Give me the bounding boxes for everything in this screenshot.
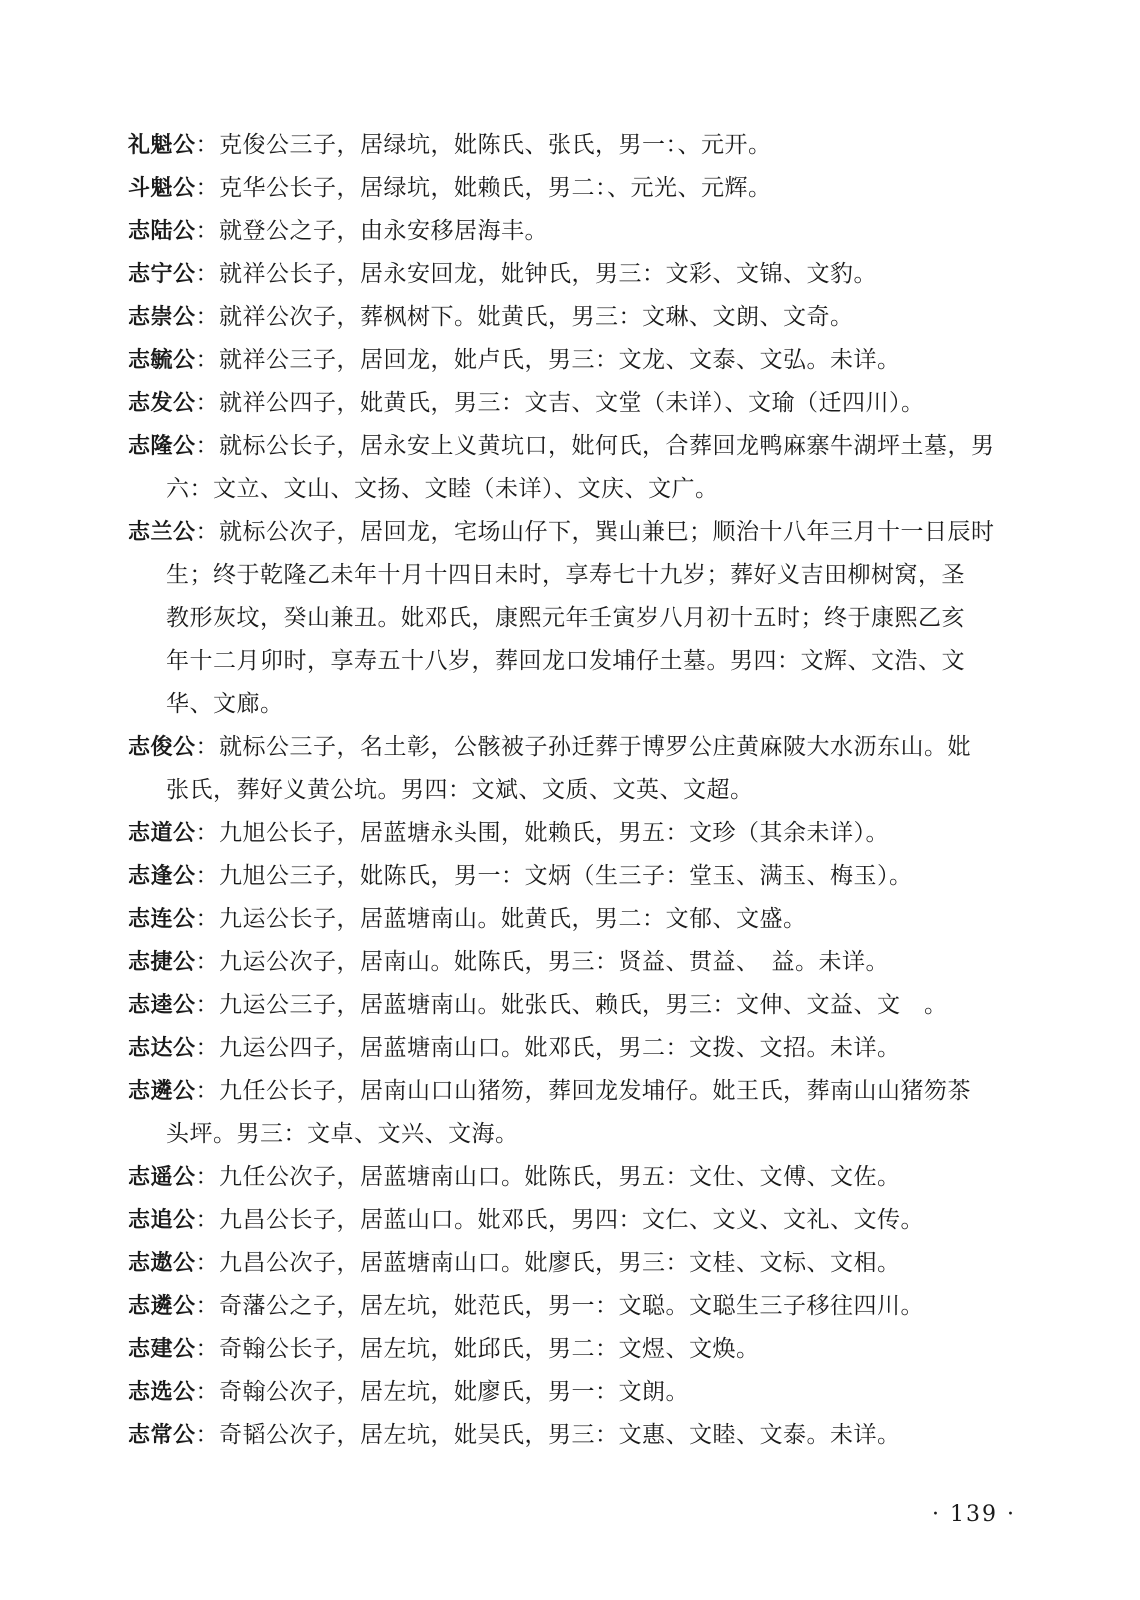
entry-text: ：就标公长子，居永安上义黄坑口，妣何氏，合葬回龙鸭麻寨牛湖坪土墓，男 bbox=[195, 433, 995, 459]
entry-name: 志发公 bbox=[128, 391, 196, 416]
entry-name: 志建公 bbox=[128, 1337, 196, 1362]
entry-first-line bbox=[128, 1242, 1048, 1285]
genealogy-entry bbox=[128, 382, 1048, 425]
entry-first-line bbox=[128, 511, 1048, 554]
entry-name: 志毓公 bbox=[128, 348, 196, 373]
genealogy-entry bbox=[128, 1371, 1048, 1414]
entry-text: ：就祥公次子，葬枫树下。妣黄氏，男三：文琳、文朗、文奇。 bbox=[195, 304, 854, 330]
entry-name: 志遥公 bbox=[128, 1165, 196, 1190]
entry-text: ：就祥公四子，妣黄氏，男三：文吉、文堂（未详）、文瑜（迁四川）。 bbox=[195, 390, 925, 416]
entry-name: 志遴公 bbox=[128, 1079, 196, 1104]
entry-text: ：奇翰公次子，居左坑，妣廖氏，男一：文朗。 bbox=[195, 1379, 690, 1405]
entry-name: 志陆公 bbox=[128, 219, 196, 244]
page-number: · 139 · bbox=[932, 1502, 1016, 1527]
entry-first-line bbox=[128, 812, 1048, 855]
entry-name: 志逢公 bbox=[128, 864, 196, 889]
entry-continuation-line: 教形灰坟，癸山兼丑。妣邓氏，康熙元年壬寅岁八月初十五时；终于康熙乙亥 bbox=[166, 605, 965, 631]
entry-name: 志达公 bbox=[128, 1036, 196, 1061]
genealogy-entry bbox=[128, 1070, 1048, 1156]
entry-first-line bbox=[128, 1285, 1048, 1328]
genealogy-entry bbox=[128, 339, 1048, 382]
entry-first-line bbox=[128, 253, 1048, 296]
entry-name: 志俊公 bbox=[128, 735, 196, 760]
genealogy-entry bbox=[128, 1414, 1048, 1457]
entry-text: ：九旭公长子，居蓝塘永头围，妣赖氏，男五：文珍（其余未详）。 bbox=[195, 820, 890, 846]
entry-continuation-line: 华、文廊。 bbox=[166, 691, 284, 717]
entry-first-line bbox=[128, 726, 1048, 769]
entry-first-line bbox=[128, 425, 1048, 468]
genealogy-entry bbox=[128, 984, 1048, 1027]
entry-text: ：九任公次子，居蓝塘南山口。妣陈氏，男五：文仕、文傅、文佐。 bbox=[195, 1164, 901, 1190]
entry-text: ：克俊公三子，居绿坑，妣陈氏、张氏，男一：、元开。 bbox=[195, 132, 772, 158]
genealogy-entry bbox=[128, 1242, 1048, 1285]
genealogy-entries bbox=[128, 124, 1048, 1457]
entry-first-line bbox=[128, 984, 1048, 1027]
genealogy-entry bbox=[128, 1156, 1048, 1199]
entry-first-line bbox=[128, 855, 1048, 898]
genealogy-entry bbox=[128, 425, 1048, 511]
entry-first-line bbox=[128, 898, 1048, 941]
genealogy-entry bbox=[128, 511, 1048, 726]
entry-name: 志遨公 bbox=[128, 1251, 196, 1276]
entry-first-line bbox=[128, 1328, 1048, 1371]
entry-name: 志兰公 bbox=[128, 520, 196, 545]
entry-first-line bbox=[128, 339, 1048, 382]
entry-text: ：九运公三子，居蓝塘南山。妣张氏、赖氏，男三：文伸、文益、文 。 bbox=[195, 992, 948, 1018]
genealogy-entry bbox=[128, 210, 1048, 253]
entry-text: ：九旭公三子，妣陈氏，男一：文炳（生三子：堂玉、满玉、梅玉）。 bbox=[195, 863, 913, 889]
genealogy-entry bbox=[128, 941, 1048, 984]
entry-text: ：九任公长子，居南山口山猪笏，葬回龙发埔仔。妣王氏，葬南山山猪笏茶 bbox=[195, 1078, 972, 1104]
entry-first-line bbox=[128, 1371, 1048, 1414]
entry-name: 志隆公 bbox=[128, 434, 196, 459]
genealogy-entry bbox=[128, 1328, 1048, 1371]
entry-first-line bbox=[128, 941, 1048, 984]
genealogy-entry bbox=[128, 855, 1048, 898]
entry-name: 礼魁公 bbox=[128, 133, 196, 158]
entry-text: ：奇翰公长子，居左坑，妣邱氏，男二：文煜、文焕。 bbox=[195, 1336, 760, 1362]
entry-first-line bbox=[128, 382, 1048, 425]
entry-text: ：就祥公长子，居永安回龙，妣钟氏，男三：文彩、文锦、文豹。 bbox=[195, 261, 878, 287]
entry-name: 志连公 bbox=[128, 907, 196, 932]
entry-name: 志捷公 bbox=[128, 950, 196, 975]
entry-name: 志逵公 bbox=[128, 993, 196, 1018]
entry-text: ：就登公之子，由永安移居海丰。 bbox=[195, 218, 549, 244]
entry-continuation-line: 生；终于乾隆乙未年十月十四日未时，享寿七十九岁；葬好义吉田柳树窝，圣 bbox=[166, 562, 965, 588]
entry-name: 志选公 bbox=[128, 1380, 196, 1405]
entry-text: ：克华公长子，居绿坑，妣赖氏，男二：、元光、元辉。 bbox=[195, 175, 772, 201]
entry-first-line bbox=[128, 1156, 1048, 1199]
entry-continuation-line: 张氏，葬好义黄公坑。男四：文斌、文质、文英、文超。 bbox=[166, 777, 754, 803]
entry-text: ：就标公次子，居回龙，宅场山仔下，巽山兼巳；顺治十八年三月十一日辰时 bbox=[195, 519, 995, 545]
entry-first-line bbox=[128, 1414, 1048, 1457]
genealogy-entry bbox=[128, 1027, 1048, 1070]
entry-text: ：九运公次子，居南山。妣陈氏，男三：贤益、贯益、 益。未详。 bbox=[195, 949, 890, 975]
genealogy-entry bbox=[128, 124, 1048, 167]
genealogy-entry bbox=[128, 812, 1048, 855]
entry-text: ：九昌公次子，居蓝塘南山口。妣廖氏，男三：文桂、文标、文相。 bbox=[195, 1250, 901, 1276]
entry-first-line bbox=[128, 1070, 1048, 1113]
entry-first-line bbox=[128, 296, 1048, 339]
entry-name: 志追公 bbox=[128, 1208, 196, 1233]
genealogy-entry bbox=[128, 167, 1048, 210]
entry-text: ：九运公四子，居蓝塘南山口。妣邓氏，男二：文拨、文招。未详。 bbox=[195, 1035, 901, 1061]
entry-text: ：九昌公长子，居蓝山口。妣邓氏，男四：文仁、文义、文礼、文传。 bbox=[195, 1207, 925, 1233]
entry-name: 志崇公 bbox=[128, 305, 196, 330]
genealogy-entry bbox=[128, 726, 1048, 812]
genealogy-entry bbox=[128, 1285, 1048, 1328]
entry-first-line bbox=[128, 210, 1048, 253]
entry-name: 斗魁公 bbox=[128, 176, 196, 201]
entry-continuation-line: 年十二月卯时，享寿五十八岁，葬回龙口发埔仔土墓。男四：文辉、文浩、文 bbox=[166, 648, 965, 674]
entry-text: ：九运公长子，居蓝塘南山。妣黄氏，男二：文郁、文盛。 bbox=[195, 906, 807, 932]
entry-first-line bbox=[128, 167, 1048, 210]
entry-name: 志遴公 bbox=[128, 1294, 196, 1319]
entry-text: ：奇藩公之子，居左坑，妣范氏，男一：文聪。文聪生三子移往四川。 bbox=[195, 1293, 925, 1319]
genealogy-entry bbox=[128, 1199, 1048, 1242]
entry-continuation-line: 六：文立、文山、文扬、文睦（未详）、文庆、文广。 bbox=[166, 476, 719, 502]
entry-name: 志道公 bbox=[128, 821, 196, 846]
entry-text: ：就标公三子，名土彰，公骸被子孙迁葬于博罗公庄黄麻陂大水沥东山。妣 bbox=[195, 734, 972, 760]
genealogy-entry bbox=[128, 898, 1048, 941]
entry-name: 志宁公 bbox=[128, 262, 196, 287]
entry-text: ：就祥公三子，居回龙，妣卢氏，男三：文龙、文泰、文弘。未详。 bbox=[195, 347, 901, 373]
entry-first-line bbox=[128, 1027, 1048, 1070]
entry-continuation-line: 头坪。男三：文卓、文兴、文海。 bbox=[166, 1121, 519, 1147]
entry-first-line bbox=[128, 1199, 1048, 1242]
entry-text: ：奇韬公次子，居左坑，妣吴氏，男三：文惠、文睦、文泰。未详。 bbox=[195, 1422, 901, 1448]
genealogy-entry bbox=[128, 253, 1048, 296]
genealogy-entry bbox=[128, 296, 1048, 339]
entry-name: 志常公 bbox=[128, 1423, 196, 1448]
entry-first-line bbox=[128, 124, 1048, 167]
